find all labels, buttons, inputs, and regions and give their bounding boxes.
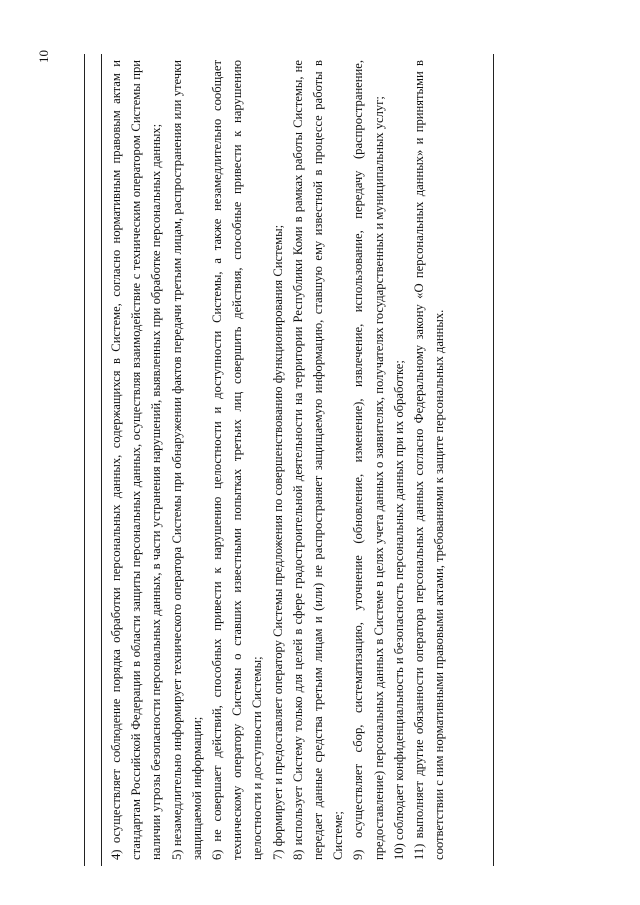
list-item: 5) незамедлительно информирует технического оператора Системы при обнаружении фактов передачи третьим лицам, распространения или утечки защищаемой информации; [169, 60, 204, 860]
list-item: 10) соблюдает конфиденциальность и безопасность персональных данных при их обработке; [391, 360, 406, 860]
list-item: 6) не совершает действий, способных привести к нарушению целостности и доступности Системы, а также незамедлительно сообщает техническому оператору Системы о ставших известными попытках третьих лиц совершить действия, способные привести к нарушению целостности и доступности Системы; [210, 60, 265, 860]
table-empty-column [84, 54, 102, 866]
list-item: 7) формирует и предоставляет оператору Системы предложения по совершенствованию функционирования Системы; [270, 224, 285, 860]
list-item: 8) использует Систему только для целей в сфере градостроительной деятельности на территории Республики Коми в рамках работы Системы, не передает данные средства третьим лицам и (или) не распространяет защищаемую информацию, ставшую ему известной в процессе работы в Системе; [290, 60, 346, 860]
page-number: 10 [36, 50, 51, 63]
list-item: 9) осуществляет сбор, систематизацию, уточнение (обновление, изменение), извлечение, использование, передачу (распространение, предоставление) персональных данных в Системе в целях учета данных о заявителях, получателях государственных и муниципальных услуг; [351, 60, 386, 860]
obligations-list [106, 60, 449, 860]
rotated-page-content [84, 54, 494, 866]
list-item: 4) осуществляет соблюдение порядка обработки персональных данных, содержащихся в Системе, согласно нормативным правовым актам и стандартам Российской Федерации в области защиты персональных данных, осуществляя взаимодействие с техническим оператором Системы при наличии угрозы безопасности персональных данных, в части устранения нарушений, выявленных при обработке персональных данных; [109, 60, 164, 860]
list-item: 11) выполняет другие обязанности оператора персональных данных согласно Федеральному закону «О персональных данных» и принятыми в соответствии с ним нормативными правовыми актами, требованиями к защите персональных данных. [412, 60, 447, 860]
